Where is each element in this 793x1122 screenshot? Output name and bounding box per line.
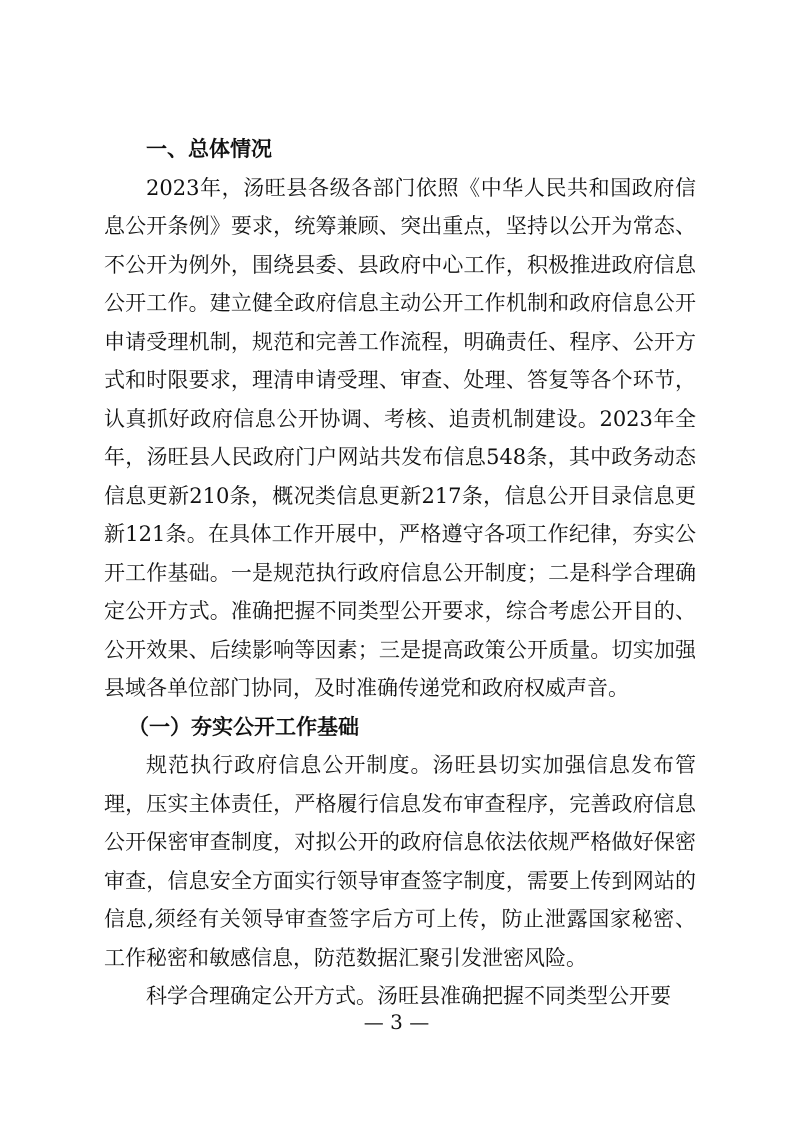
paragraph-overview: 2023年，汤旺县各级各部门依照《中华人民共和国政府信息公开条例》要求，统筹兼顾、突出重点，坚持以公开为常态、不公开为例外，围绕县委、县政府中心工作，积极推进政府信息公开工作。建立健全政府信息主动公开工作机制和政府信息公开申请受理机制，规范和完善工作流程，明确责任、程序、公开方式和时限要求，理清申请受理、审查、处理、答复等各个环节，认真抓好政府信息公开协调、考核、追责机制建设。2023年全年，汤旺县人民政府门户网站共发布信息548条，其中政务动态信息更新210条，概况类信息更新217条，信息公开目录信息更新121条。在具体工作开展中，严格遵守各项工作纪律，夯实公开工作基础。一是规范执行政府信息公开制度；二是科学合理确定公开方式。准确把握不同类型公开要求，综合考虑公开目的、公开效果、后续影响等因素；三是提高政策公开质量。切实加强县域各单位部门协同，及时准确传递党和政府权威声音。 [104,175,696,700]
subsection-heading: （一）夯实公开工作基础 [128,714,359,739]
paragraph-disclosure-method: 科学合理确定公开方式。汤旺县准确把握不同类型公开要 [146,984,671,1008]
document-body [104,130,696,1016]
page-number: — 3 — [363,1010,430,1034]
paragraph-disclosure-system: 规范执行政府信息公开制度。汤旺县切实加强信息发布管理，压实主体责任，严格履行信息发布审查程序，完善政府信息公开保密审查制度，对拟公开的政府信息依法依规严格做好保密审查，信息安全方面实行领导审查签字制度，需要上传到网站的信息,须经有关领导审查签字后方可上传，防止泄露国家秘密、工作秘密和敏感信息，防范数据汇聚引发泄密风险。 [104,753,696,970]
section-heading: 一、总体情况 [146,137,272,161]
